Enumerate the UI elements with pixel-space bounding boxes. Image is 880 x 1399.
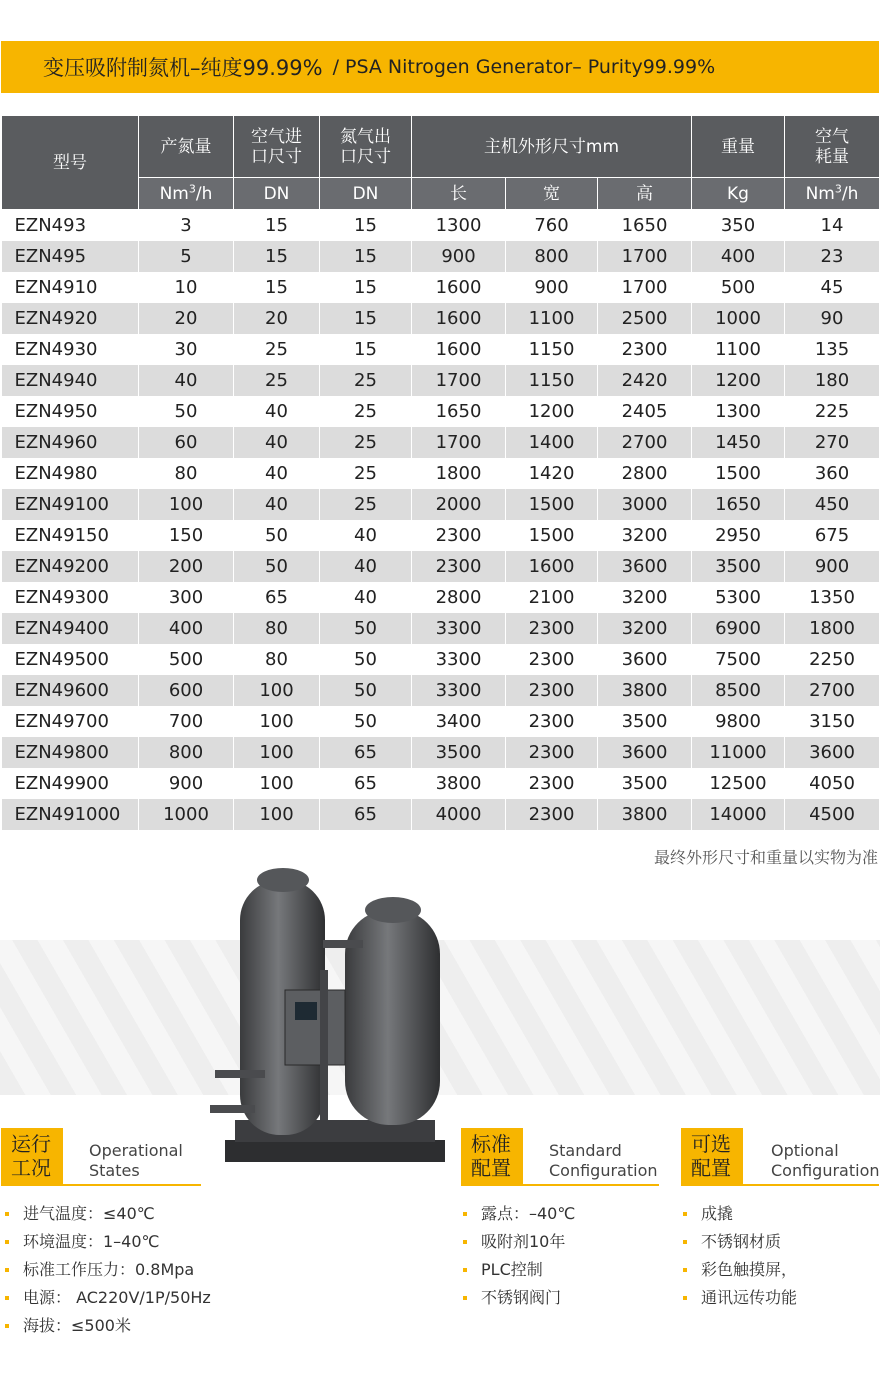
value-cell: 40	[234, 396, 320, 427]
value-cell: 2250	[785, 644, 880, 675]
table-row	[2, 551, 880, 582]
value-cell: 15	[234, 241, 320, 272]
value-cell: 25	[320, 365, 412, 396]
table-row	[2, 768, 880, 799]
value-cell: 15	[320, 334, 412, 365]
value-cell: 1600	[412, 272, 506, 303]
table-row	[2, 799, 880, 830]
value-cell: 1700	[598, 272, 692, 303]
value-cell: 2300	[506, 613, 598, 644]
header-air-in: 空气进口尺寸	[234, 116, 320, 178]
value-cell: 1200	[692, 365, 785, 396]
value-cell: 2700	[598, 427, 692, 458]
value-cell: 11000	[692, 737, 785, 768]
value-cell: 100	[234, 675, 320, 706]
value-cell: 4500	[785, 799, 880, 830]
value-cell: 50	[320, 613, 412, 644]
value-cell: 1350	[785, 582, 880, 613]
table-row	[2, 644, 880, 675]
value-cell: 40	[320, 551, 412, 582]
value-cell: 3	[139, 210, 234, 241]
table-row	[2, 706, 880, 737]
unit-height: 高	[598, 178, 692, 210]
value-cell: 40	[320, 520, 412, 551]
value-cell: 3800	[598, 675, 692, 706]
value-cell: 150	[139, 520, 234, 551]
value-cell: 3600	[598, 551, 692, 582]
value-cell: 350	[692, 210, 785, 241]
table-row	[2, 272, 880, 303]
value-cell: 270	[785, 427, 880, 458]
value-cell: 1200	[506, 396, 598, 427]
header-n2-out: 氮气出口尺寸	[320, 116, 412, 178]
value-cell: 25	[234, 365, 320, 396]
value-cell: 675	[785, 520, 880, 551]
value-cell: 2500	[598, 303, 692, 334]
list-item: 露点：–40℃	[461, 1200, 575, 1228]
model-cell: EZN49200	[2, 551, 139, 582]
value-cell: 3200	[598, 520, 692, 551]
optional-en: Optional Configuration	[743, 1128, 879, 1186]
table-row	[2, 737, 880, 768]
standard-list	[461, 1200, 575, 1312]
value-cell: 100	[234, 706, 320, 737]
value-cell: 1500	[692, 458, 785, 489]
value-cell: 50	[139, 396, 234, 427]
table-row	[2, 427, 880, 458]
table-row	[2, 458, 880, 489]
value-cell: 100	[234, 768, 320, 799]
value-cell: 3500	[412, 737, 506, 768]
value-cell: 2950	[692, 520, 785, 551]
spec-table-body	[2, 210, 880, 830]
value-cell: 90	[785, 303, 880, 334]
value-cell: 2000	[412, 489, 506, 520]
table-row	[2, 365, 880, 396]
dimension-note: 最终外形尺寸和重量以实物为准	[653, 848, 878, 867]
value-cell: 25	[320, 489, 412, 520]
table-row	[2, 334, 880, 365]
value-cell: 1400	[506, 427, 598, 458]
value-cell: 80	[139, 458, 234, 489]
model-cell: EZN4950	[2, 396, 139, 427]
model-cell: EZN493	[2, 210, 139, 241]
value-cell: 65	[320, 768, 412, 799]
value-cell: 800	[139, 737, 234, 768]
value-cell: 2300	[506, 675, 598, 706]
table-row	[2, 520, 880, 551]
value-cell: 50	[320, 644, 412, 675]
value-cell: 5	[139, 241, 234, 272]
value-cell: 25	[234, 334, 320, 365]
unit-flow: Nm$^3$/h	[139, 178, 234, 210]
value-cell: 1600	[412, 303, 506, 334]
model-cell: EZN49600	[2, 675, 139, 706]
value-cell: 3600	[598, 644, 692, 675]
value-cell: 4050	[785, 768, 880, 799]
value-cell: 7500	[692, 644, 785, 675]
optional-cn: 可选 配置	[681, 1128, 743, 1186]
value-cell: 50	[234, 520, 320, 551]
value-cell: 500	[692, 272, 785, 303]
value-cell: 40	[139, 365, 234, 396]
model-cell: EZN4910	[2, 272, 139, 303]
unit-n2-out: DN	[320, 178, 412, 210]
model-cell: EZN49700	[2, 706, 139, 737]
value-cell: 6900	[692, 613, 785, 644]
value-cell: 3800	[412, 768, 506, 799]
value-cell: 900	[412, 241, 506, 272]
operational-list	[3, 1200, 211, 1340]
value-cell: 700	[139, 706, 234, 737]
model-cell: EZN49800	[2, 737, 139, 768]
value-cell: 15	[320, 303, 412, 334]
value-cell: 1450	[692, 427, 785, 458]
value-cell: 2300	[506, 768, 598, 799]
value-cell: 3200	[598, 613, 692, 644]
value-cell: 40	[234, 427, 320, 458]
list-item: 彩色触摸屏，	[681, 1256, 797, 1284]
value-cell: 3150	[785, 706, 880, 737]
value-cell: 450	[785, 489, 880, 520]
value-cell: 2300	[506, 706, 598, 737]
list-item: 环境温度：1–40℃	[3, 1228, 211, 1256]
value-cell: 200	[139, 551, 234, 582]
value-cell: 20	[234, 303, 320, 334]
value-cell: 40	[234, 458, 320, 489]
optional-list	[681, 1200, 797, 1312]
value-cell: 760	[506, 210, 598, 241]
optional-config-header	[681, 1128, 879, 1186]
value-cell: 10	[139, 272, 234, 303]
model-cell: EZN49900	[2, 768, 139, 799]
value-cell: 300	[139, 582, 234, 613]
list-item: 不锈钢材质	[681, 1228, 797, 1256]
value-cell: 3000	[598, 489, 692, 520]
value-cell: 3200	[598, 582, 692, 613]
header-dims: 主机外形尺寸mm	[412, 116, 692, 178]
value-cell: 65	[234, 582, 320, 613]
list-item: 电源： AC220V/1P/50Hz	[3, 1284, 211, 1312]
value-cell: 1700	[412, 365, 506, 396]
value-cell: 2300	[506, 737, 598, 768]
value-cell: 400	[692, 241, 785, 272]
psa-nitrogen-generator-image	[195, 840, 455, 1170]
value-cell: 3300	[412, 644, 506, 675]
value-cell: 2300	[506, 799, 598, 830]
value-cell: 2700	[785, 675, 880, 706]
value-cell: 100	[234, 737, 320, 768]
value-cell: 40	[320, 582, 412, 613]
list-item: 进气温度：≤40℃	[3, 1200, 211, 1228]
operational-states-header	[1, 1128, 201, 1186]
value-cell: 3600	[785, 737, 880, 768]
value-cell: 2420	[598, 365, 692, 396]
list-item: 标准工作压力：0.8Mpa	[3, 1256, 211, 1284]
value-cell: 500	[139, 644, 234, 675]
value-cell: 15	[320, 272, 412, 303]
model-cell: EZN4960	[2, 427, 139, 458]
unit-air-cons: Nm$^3$/h	[785, 178, 880, 210]
standard-config-header	[461, 1128, 659, 1186]
unit-weight: Kg	[692, 178, 785, 210]
value-cell: 100	[234, 799, 320, 830]
value-cell: 3400	[412, 706, 506, 737]
table-row	[2, 241, 880, 272]
model-cell: EZN49300	[2, 582, 139, 613]
value-cell: 900	[506, 272, 598, 303]
model-cell: EZN49500	[2, 644, 139, 675]
value-cell: 3300	[412, 675, 506, 706]
table-row	[2, 675, 880, 706]
model-cell: EZN491000	[2, 799, 139, 830]
value-cell: 15	[234, 210, 320, 241]
unit-air-in: DN	[234, 178, 320, 210]
value-cell: 1700	[598, 241, 692, 272]
value-cell: 800	[506, 241, 598, 272]
value-cell: 1000	[692, 303, 785, 334]
value-cell: 3500	[598, 768, 692, 799]
value-cell: 400	[139, 613, 234, 644]
list-item: 海拔：≤500米	[3, 1312, 211, 1340]
value-cell: 600	[139, 675, 234, 706]
model-cell: EZN49150	[2, 520, 139, 551]
value-cell: 14	[785, 210, 880, 241]
value-cell: 30	[139, 334, 234, 365]
value-cell: 1650	[692, 489, 785, 520]
value-cell: 14000	[692, 799, 785, 830]
value-cell: 1800	[412, 458, 506, 489]
value-cell: 3600	[598, 737, 692, 768]
value-cell: 1000	[139, 799, 234, 830]
title-bar	[1, 41, 879, 93]
value-cell: 900	[785, 551, 880, 582]
model-cell: EZN49400	[2, 613, 139, 644]
value-cell: 1500	[506, 489, 598, 520]
value-cell: 135	[785, 334, 880, 365]
value-cell: 25	[320, 427, 412, 458]
table-row	[2, 582, 880, 613]
value-cell: 60	[139, 427, 234, 458]
value-cell: 360	[785, 458, 880, 489]
title-cn: 变压吸附制氮机–纯度99.99%	[43, 56, 323, 80]
standard-cn: 标准 配置	[461, 1128, 523, 1186]
value-cell: 1420	[506, 458, 598, 489]
value-cell: 3300	[412, 613, 506, 644]
value-cell: 2405	[598, 396, 692, 427]
value-cell: 1300	[692, 396, 785, 427]
value-cell: 3500	[692, 551, 785, 582]
operational-en: Operational States	[63, 1128, 201, 1186]
list-item: 成撬	[681, 1200, 797, 1228]
value-cell: 1300	[412, 210, 506, 241]
table-row	[2, 613, 880, 644]
value-cell: 2300	[412, 551, 506, 582]
unit-width: 宽	[506, 178, 598, 210]
value-cell: 1800	[785, 613, 880, 644]
model-cell: EZN495	[2, 241, 139, 272]
list-item: 吸附剂10年	[461, 1228, 575, 1256]
value-cell: 2100	[506, 582, 598, 613]
value-cell: 80	[234, 613, 320, 644]
value-cell: 1500	[506, 520, 598, 551]
model-cell: EZN49100	[2, 489, 139, 520]
standard-en: Standard Configuration	[523, 1128, 659, 1186]
value-cell: 2300	[506, 644, 598, 675]
value-cell: 40	[234, 489, 320, 520]
value-cell: 25	[320, 396, 412, 427]
unit-length: 长	[412, 178, 506, 210]
value-cell: 15	[320, 210, 412, 241]
value-cell: 2800	[412, 582, 506, 613]
value-cell: 1100	[692, 334, 785, 365]
value-cell: 1650	[598, 210, 692, 241]
value-cell: 1150	[506, 334, 598, 365]
value-cell: 23	[785, 241, 880, 272]
value-cell: 2800	[598, 458, 692, 489]
value-cell: 180	[785, 365, 880, 396]
value-cell: 1600	[506, 551, 598, 582]
value-cell: 9800	[692, 706, 785, 737]
value-cell: 80	[234, 644, 320, 675]
model-cell: EZN4930	[2, 334, 139, 365]
list-item: 不锈钢阀门	[461, 1284, 575, 1312]
value-cell: 225	[785, 396, 880, 427]
value-cell: 65	[320, 799, 412, 830]
spec-table	[1, 115, 880, 830]
title-en: / PSA Nitrogen Generator– Purity99.99%	[332, 56, 716, 78]
value-cell: 3500	[598, 706, 692, 737]
value-cell: 15	[234, 272, 320, 303]
value-cell: 1700	[412, 427, 506, 458]
value-cell: 2300	[412, 520, 506, 551]
table-row	[2, 396, 880, 427]
table-row	[2, 303, 880, 334]
value-cell: 12500	[692, 768, 785, 799]
model-cell: EZN4920	[2, 303, 139, 334]
value-cell: 1600	[412, 334, 506, 365]
value-cell: 25	[320, 458, 412, 489]
list-item: 通讯远传功能	[681, 1284, 797, 1312]
value-cell: 50	[320, 675, 412, 706]
header-air-cons: 空气耗量	[785, 116, 880, 178]
value-cell: 3800	[598, 799, 692, 830]
value-cell: 5300	[692, 582, 785, 613]
model-cell: EZN4980	[2, 458, 139, 489]
value-cell: 2300	[598, 334, 692, 365]
table-row	[2, 489, 880, 520]
header-model: 型号	[2, 116, 139, 210]
value-cell: 100	[139, 489, 234, 520]
value-cell: 1650	[412, 396, 506, 427]
value-cell: 50	[234, 551, 320, 582]
value-cell: 45	[785, 272, 880, 303]
value-cell: 4000	[412, 799, 506, 830]
header-weight: 重量	[692, 116, 785, 178]
operational-cn: 运行 工况	[1, 1128, 63, 1186]
value-cell: 1150	[506, 365, 598, 396]
value-cell: 65	[320, 737, 412, 768]
value-cell: 15	[320, 241, 412, 272]
value-cell: 50	[320, 706, 412, 737]
value-cell: 20	[139, 303, 234, 334]
list-item: PLC控制	[461, 1256, 575, 1284]
model-cell: EZN4940	[2, 365, 139, 396]
header-flow: 产氮量	[139, 116, 234, 178]
table-row	[2, 210, 880, 241]
value-cell: 8500	[692, 675, 785, 706]
value-cell: 1100	[506, 303, 598, 334]
value-cell: 900	[139, 768, 234, 799]
